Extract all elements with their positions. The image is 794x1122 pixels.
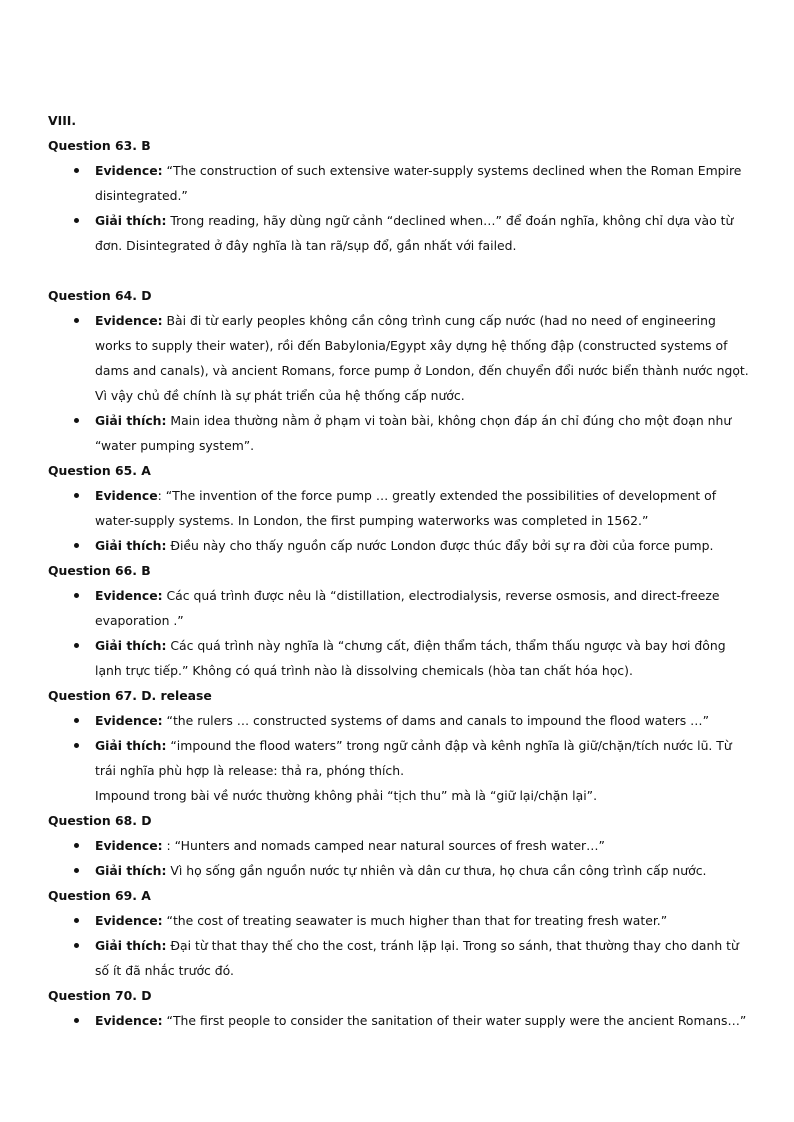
question-65-title: Question 65. A: [48, 463, 151, 478]
item-text: “the cost of treating seawater is much higher than that for treating fresh water.”: [162, 913, 668, 928]
question-63-list: [48, 158, 750, 258]
item-text: Các quá trình được nêu là “distillation, electrodialysis, reverse osmosis, and direct-freeze evaporation .”: [95, 588, 720, 628]
list-item: [48, 583, 750, 633]
list-item: [48, 708, 750, 733]
item-label: Evidence:: [95, 588, 163, 603]
list-item: [48, 158, 750, 208]
item-label: Giải thích:: [95, 863, 167, 878]
item-label: Giải thích:: [95, 938, 167, 953]
list-item: [48, 933, 750, 983]
list-item: [48, 633, 750, 683]
list-item: [48, 533, 750, 558]
item-text: Điều này cho thấy nguồn cấp nước London được thúc đẩy bởi sự ra đời của force pump.: [166, 538, 714, 553]
list-item: [48, 408, 750, 458]
list-item: [48, 733, 750, 808]
list-item: [48, 858, 750, 883]
item-label: Giải thích:: [95, 538, 167, 553]
item-extra-text: Impound trong bài về nước thường không phải “tịch thu” mà là “giữ lại/chặn lại”.: [95, 788, 598, 803]
list-item: [48, 208, 750, 258]
item-label: Evidence:: [95, 713, 163, 728]
list-item: [48, 833, 750, 858]
item-text: Các quá trình này nghĩa là “chưng cất, điện thẩm tách, thẩm thấu ngược và bay hơi đông lạnh trực tiếp.” Không có quá trình nào là dissolving chemicals (hòa tan chất hóa học).: [95, 638, 726, 678]
item-label: Evidence:: [95, 313, 163, 328]
item-text: Đại từ that thay thế cho the cost, tránh lặp lại. Trong so sánh, that thường thay cho danh từ số ít đã nhắc trước đó.: [95, 938, 739, 978]
list-item: [48, 908, 750, 933]
item-text: “impound the flood waters” trong ngữ cảnh đập và kênh nghĩa là giữ/chặn/tích nước lũ. Từ trái nghĩa phù hợp là release: thả ra, phóng thích.: [95, 738, 732, 778]
question-65-list: [48, 483, 750, 558]
item-label: Evidence: [95, 488, 158, 503]
item-label: Giải thích:: [95, 213, 167, 228]
item-label: Evidence:: [95, 163, 163, 178]
question-68-list: [48, 833, 750, 883]
item-text: “The first people to consider the sanitation of their water supply were the ancient Romans…”: [162, 1013, 747, 1028]
list-item: [48, 483, 750, 533]
item-label: Giải thích:: [95, 638, 167, 653]
item-text: Main idea thường nằm ở phạm vi toàn bài, không chọn đáp án chỉ đúng cho một đoạn như “water pumping system”.: [95, 413, 732, 453]
item-text: “The construction of such extensive water-supply systems declined when the Roman Empire disintegrated.”: [95, 163, 742, 203]
item-text: Vì họ sống gần nguồn nước tự nhiên và dân cư thưa, họ chưa cần công trình cấp nước.: [166, 863, 707, 878]
question-67-title: Question 67. D. release: [48, 688, 212, 703]
question-69-title: Question 69. A: [48, 888, 151, 903]
question-66-title: Question 66. B: [48, 563, 151, 578]
question-63-title: Question 63. B: [48, 138, 151, 153]
item-label: Giải thích:: [95, 413, 167, 428]
item-label: Evidence:: [95, 913, 163, 928]
item-text: Bài đi từ early peoples không cần công trình cung cấp nước (had no need of engineering works to supply their water), rồi đến Babylonia/Egypt xây dựng hệ thống đập (constructed systems of dams and canals), và ancient Romans, force pump ở London, đến chuyển đổi nước biển thành nước ngọt. Vì vậy chủ đề chính là sự phát triển của hệ thống cấp nước.: [95, 313, 749, 403]
item-text: “the rulers … constructed systems of dams and canals to impound the flood waters …”: [162, 713, 709, 728]
list-item: [48, 1008, 750, 1033]
question-67-list: [48, 708, 750, 808]
spacer: [48, 258, 750, 283]
question-66-list: [48, 583, 750, 683]
item-text: : “Hunters and nomads camped near natural sources of fresh water…”: [162, 838, 605, 853]
question-69-list: [48, 908, 750, 983]
question-70-title: Question 70. D: [48, 988, 152, 1003]
item-text: : “The invention of the force pump … greatly extended the possibilities of development of water-supply systems. In London, the first pumping waterworks was completed in 1562.”: [95, 488, 717, 528]
list-item: [48, 308, 750, 408]
item-label: Evidence:: [95, 838, 163, 853]
question-68-title: Question 68. D: [48, 813, 152, 828]
question-70-list: [48, 1008, 750, 1033]
item-label: Giải thích:: [95, 738, 167, 753]
question-64-title: Question 64. D: [48, 288, 152, 303]
item-text: Trong reading, hãy dùng ngữ cảnh “declined when…” để đoán nghĩa, không chỉ dựa vào từ đơn. Disintegrated ở đây nghĩa là tan rã/sụp đổ, gần nhất với failed.: [95, 213, 734, 253]
item-label: Evidence:: [95, 1013, 163, 1028]
section-title: VIII.: [48, 113, 77, 128]
question-64-list: [48, 308, 750, 458]
